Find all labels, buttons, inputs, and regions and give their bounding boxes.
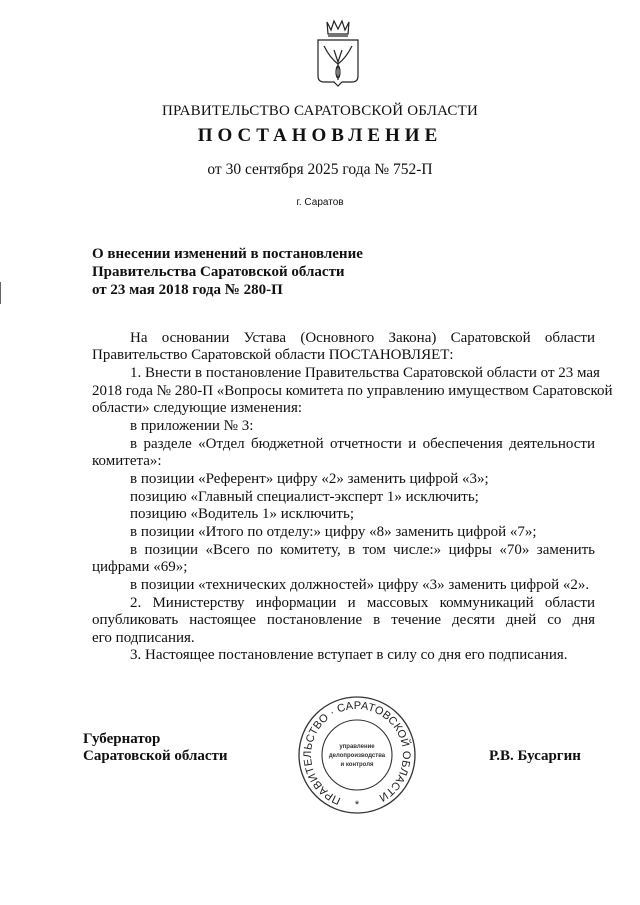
document-city: г. Саратов xyxy=(296,197,344,208)
stamp-inner-line-1: управление xyxy=(339,744,375,750)
subject-line-1: О внесении изменений в постановление xyxy=(92,246,363,262)
body-line: 1. Внести в постановление Правительства Саратовской области от 23 мая xyxy=(130,365,600,381)
body-line: позицию «Главный специалист-эксперт 1» исключить; xyxy=(130,489,479,505)
signatory-name: Р.В. Бусаргин xyxy=(489,748,581,764)
body-line: области» следующие изменения: xyxy=(92,400,303,416)
official-seal-stamp xyxy=(295,693,419,817)
subject-line-2: Правительства Саратовской области xyxy=(92,264,345,280)
stamp-inner-line-2: делопроизводства xyxy=(328,753,386,759)
government-name: ПРАВИТЕЛЬСТВО САРАТОВСКОЙ ОБЛАСТИ xyxy=(161,103,479,119)
body-line: Правительство Саратовской области ПОСТАНОВЛЯЕТ: xyxy=(92,347,454,363)
body-line: в разделе «Отдел бюджетной отчетности и обеспечения деятельности xyxy=(130,436,595,452)
body-line: в позиции «технических должностей» цифру «3» заменить цифрой «2». xyxy=(130,577,590,593)
body-line: в позиции «Всего по комитету, в том числе:» цифры «70» заменить xyxy=(130,542,595,558)
signatory-position-2: Саратовской области xyxy=(83,748,228,764)
subject-line-3: от 23 мая 2018 года № 280-П xyxy=(92,282,283,298)
body-line: в позиции «Референт» цифру «2» заменить цифрой «3»; xyxy=(130,471,489,487)
signatory-position-1: Губернатор xyxy=(83,731,161,747)
document-type-title: ПОСТАНОВЛЕНИЕ xyxy=(197,125,443,146)
body-line: в позиции «Итого по отделу:» цифру «8» заменить цифрой «7»; xyxy=(130,524,537,540)
coat-of-arms-emblem xyxy=(312,16,364,88)
body-line: комитета»: xyxy=(92,453,162,469)
body-line: На основании Устава (Основного Закона) Саратовской области xyxy=(130,330,595,346)
body-line: 2. Министерству информации и массовых коммуникаций области xyxy=(130,595,595,611)
body-line: 2018 года № 280-П «Вопросы комитета по управлению имуществом Саратовской xyxy=(92,383,613,399)
body-line: позицию «Водитель 1» исключить; xyxy=(130,506,354,522)
body-line: 3. Настоящее постановление вступает в силу со дня его подписания. xyxy=(130,647,568,663)
document-date-number: от 30 сентября 2025 года № 752-П xyxy=(207,161,433,178)
scan-edge-mark xyxy=(0,282,1,304)
stamp-inner-line-3: и контроля xyxy=(340,762,374,768)
body-line: в приложении № 3: xyxy=(130,418,254,434)
body-line: опубликовать настоящее постановление в течение десяти дней со дня xyxy=(92,612,595,628)
stamp-star: * xyxy=(354,799,360,811)
stamp-ring-text: ПРАВИТЕЛЬСТВО · САРАТОВСКОЙ ОБЛАСТИ xyxy=(301,699,413,807)
body-line: его подписания. xyxy=(92,630,195,646)
body-line: цифрами «69»; xyxy=(92,559,188,575)
